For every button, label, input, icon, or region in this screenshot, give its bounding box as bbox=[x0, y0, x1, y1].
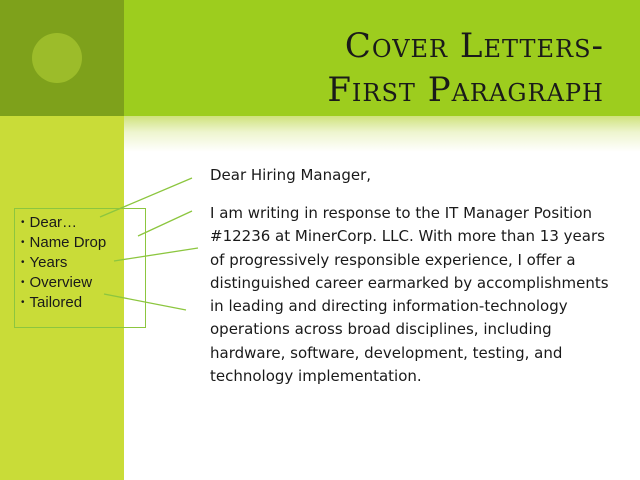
connector-dear bbox=[100, 178, 192, 217]
bullet-dot-icon: • bbox=[21, 217, 25, 228]
letter-paragraph bbox=[210, 202, 630, 388]
bullet-dot-icon: • bbox=[21, 237, 25, 248]
title-line-2: First Paragraph bbox=[327, 70, 604, 110]
paragraph-line: technology implementation. bbox=[210, 367, 422, 386]
letter-salutation: Dear Hiring Manager, bbox=[210, 166, 372, 184]
bullet-label: Years bbox=[29, 254, 68, 271]
paragraph-line: hardware, software, development, testing, and bbox=[210, 343, 563, 362]
connector-years bbox=[114, 248, 198, 261]
paragraph-line: distinguished career earmarked by accomplishments bbox=[210, 273, 609, 292]
bullet-label: Tailored bbox=[29, 294, 83, 311]
paragraph-line: in leading and directing information-technology bbox=[210, 297, 568, 316]
bullet-dot-icon: • bbox=[21, 257, 25, 268]
paragraph-line: operations across broad disciplines, including bbox=[210, 320, 552, 339]
bullet-dot-icon: • bbox=[21, 277, 25, 288]
bullet-label: Name Drop bbox=[29, 234, 107, 251]
paragraph-line: I am writing in response to the IT Manager Position bbox=[210, 204, 593, 222]
title-line-1: Cover Letters- bbox=[344, 26, 604, 66]
connector-tailored bbox=[104, 294, 186, 310]
bullet-label: Overview bbox=[29, 274, 93, 291]
connector-name-drop bbox=[138, 211, 192, 236]
bullet-label: Dear… bbox=[29, 214, 78, 231]
bullet-dot-icon: • bbox=[21, 297, 25, 308]
paragraph-line: of progressively responsible experience, I offer a bbox=[210, 250, 576, 269]
paragraph-line: #12236 at MinerCorp. LLC. With more than 13 years bbox=[210, 227, 605, 246]
